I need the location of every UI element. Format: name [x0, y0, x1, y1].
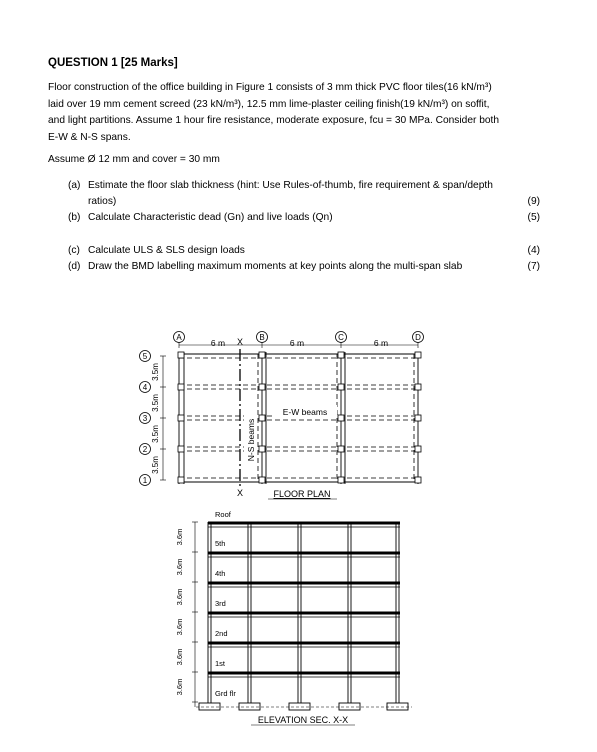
row-span-label: 3.5m: [151, 456, 160, 474]
part-label: (b): [68, 212, 81, 223]
level-label-3rd: 3rd: [215, 599, 226, 608]
storey-height-label: 3.6m: [175, 648, 184, 666]
level-label-1st: 1st: [215, 659, 226, 668]
level-label-ground: Grd flr: [215, 689, 236, 698]
part-marks: (4): [527, 245, 540, 256]
storey-height-label: 3.6m: [175, 588, 184, 606]
span-label-ab: 6 m: [210, 338, 226, 348]
svg-text:2: 2: [142, 445, 148, 454]
paragraph-line: Floor construction of the office building in Figure 1 consists of 3 mm thick PVC floor tiles(16 kN/m³): [48, 82, 492, 93]
part-marks: (7): [527, 261, 540, 272]
row-span-label: 3.5m: [151, 425, 160, 443]
svg-text:4: 4: [142, 383, 148, 392]
paragraph-line: laid over 19 mm cement screed (23 kN/m³), 12.5 mm lime-plaster ceiling finish(19 kN/m³) on soffit,: [48, 98, 490, 110]
grid-row-bubble-4: [140, 382, 151, 393]
ns-beams-label: N-S beams: [246, 418, 256, 462]
svg-text:1: 1: [142, 476, 148, 485]
grid-column-bubble-d: [413, 332, 424, 343]
ew-beams-label: E-W beams: [282, 407, 328, 417]
part-label: (c): [68, 245, 80, 256]
part-text: Estimate the floor slab thickness (hint: Use Rules-of-thumb, fire requirement & span/depth: [88, 180, 493, 191]
grid-row-bubble-3: [140, 413, 151, 424]
part-marks: (5): [527, 212, 540, 223]
paragraph-line: and light partitions. Assume 1 hour fire resistance, moderate exposure, fcu = 30 MPa. Consider both: [48, 115, 500, 126]
elevation-footings: [199, 703, 408, 710]
row-span-label: 3.5m: [151, 363, 160, 381]
elevation-slab-soffits: [208, 527, 400, 677]
grid-row-bubble-1: [140, 475, 151, 486]
row-span-label: 3.5m: [151, 394, 160, 412]
grid-column-bubble-c: [336, 332, 347, 343]
level-label-roof: Roof: [215, 510, 231, 519]
assumption-line: Assume Ø 12 mm and cover = 30 mm: [48, 154, 220, 165]
section-mark-bottom: X: [236, 488, 244, 498]
span-label-cd: 6 m: [373, 338, 389, 348]
svg-text:C: C: [338, 333, 344, 342]
part-text-continued: ratios): [88, 196, 117, 207]
storey-height-label: 3.6m: [175, 528, 184, 546]
svg-text:5: 5: [142, 352, 148, 361]
grid-row-bubble-2: [140, 444, 151, 455]
level-label-2nd: 2nd: [215, 629, 228, 638]
level-label-4th: 4th: [215, 569, 226, 578]
part-text: Draw the BMD labelling maximum moments at key points along the multi-span slab: [88, 261, 463, 272]
span-label-bc: 6 m: [289, 338, 305, 348]
part-label: (a): [68, 180, 81, 191]
svg-text:B: B: [259, 333, 265, 342]
paragraph-line: E-W & N-S spans.: [48, 131, 131, 143]
storey-height-label: 3.6m: [175, 558, 184, 576]
part-text: Calculate Characteristic dead (Gn) and live loads (Qn): [88, 212, 333, 223]
grid-row-bubble-5: [140, 351, 151, 362]
elevation-caption: ELEVATION SEC. X-X: [257, 715, 349, 725]
part-text: Calculate ULS & SLS design loads: [88, 245, 245, 256]
part-marks: (9): [527, 196, 540, 207]
elevation: [175, 510, 412, 725]
grid-column-bubble-b: [257, 332, 268, 343]
part-label: (d): [68, 261, 81, 272]
svg-text:A: A: [176, 333, 182, 342]
svg-text:D: D: [415, 333, 421, 342]
elevation-slabs: [208, 523, 400, 673]
storey-height-label: 3.6m: [175, 618, 184, 636]
section-mark-top: X: [236, 337, 244, 347]
svg-text:3: 3: [142, 414, 148, 423]
level-label-5th: 5th: [215, 539, 226, 548]
question-title: QUESTION 1 [25 Marks]: [48, 57, 178, 69]
storey-height-label: 3.6m: [175, 678, 184, 696]
floor-plan: [140, 332, 424, 500]
grid-column-bubble-a: [174, 332, 185, 343]
floor-plan-caption: FLOOR PLAN: [273, 489, 331, 499]
